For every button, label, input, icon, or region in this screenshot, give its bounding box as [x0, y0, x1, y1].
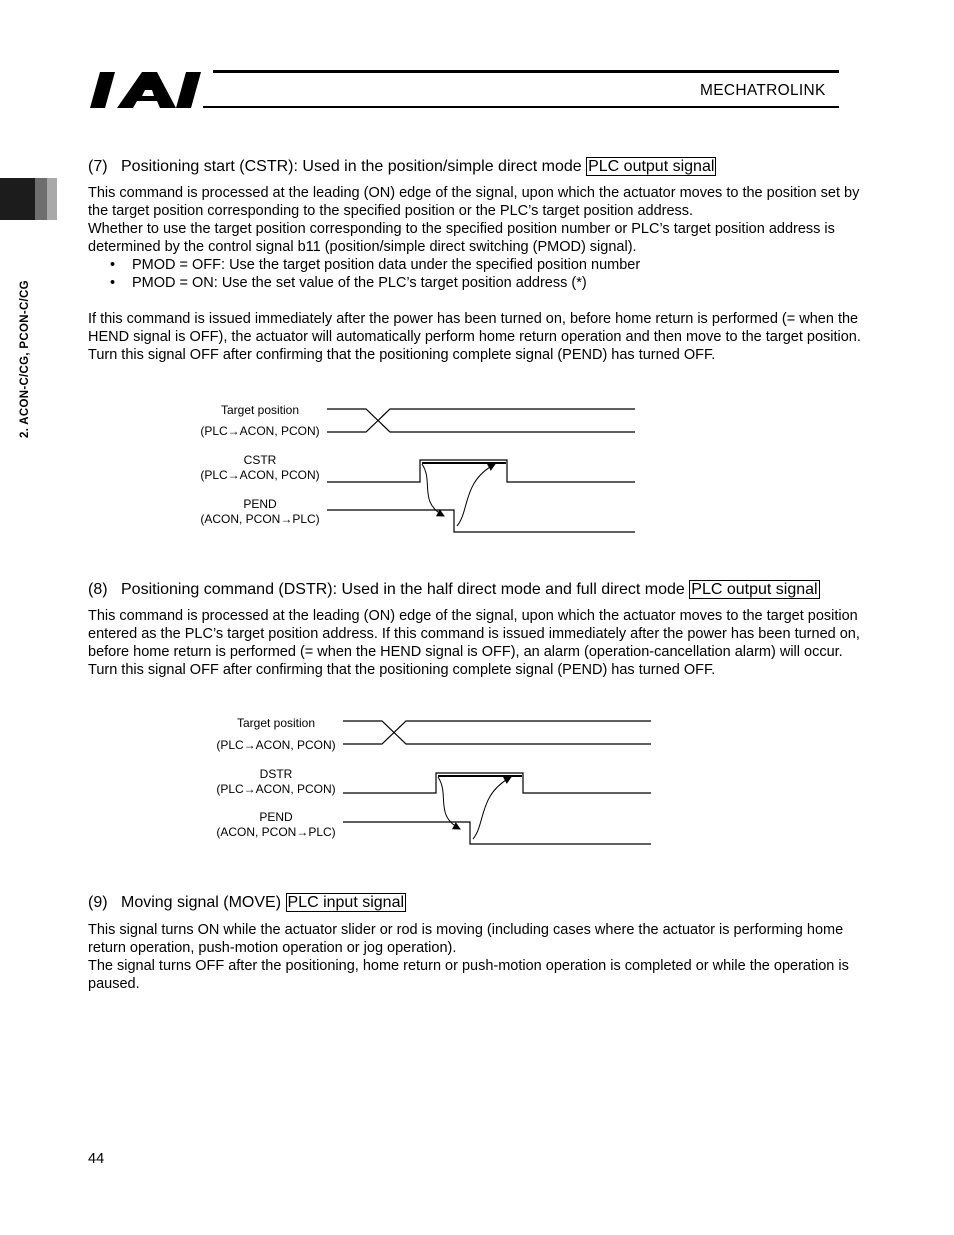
- paragraph: The signal turns OFF after the positioning, home return or push-motion operation is completed or while the operation is paused.: [88, 958, 849, 992]
- chapter-label: 2. ACON-C/CG, PCON-C/CG: [19, 280, 31, 438]
- timing-arrow: [438, 777, 460, 829]
- paragraph: If this command is issued immediately after the power has been turned on, before home return is performed (= when the HEND signal is OFF), the actuator will automatically perform home return operation and then move to the target position.: [88, 311, 861, 345]
- section-number: (9): [88, 894, 108, 911]
- target-position-waveform: [327, 409, 635, 432]
- signal-label: (ACON, PCON→PLC): [200, 512, 320, 526]
- paragraph: This signal turns ON while the actuator slider or rod is moving (including cases where the actuator is performing home return operation, push-motion operation or jog operation).: [88, 922, 844, 956]
- pend-waveform: [327, 510, 635, 532]
- section-title: Positioning start (CSTR): Used in the position/simple direct mode: [121, 158, 582, 175]
- section-heading: [88, 581, 820, 599]
- paragraph: This command is processed at the leading (ON) edge of the signal, upon which the actuator moves to the position set by the target position corresponding to the specified position or the PLC’s target position address.: [88, 185, 860, 219]
- timing-arrow: [473, 777, 511, 839]
- chapter-tab: [0, 178, 35, 220]
- paragraph: Turn this signal OFF after confirming that the positioning complete signal (PEND) has turned OFF.: [88, 662, 716, 678]
- header-rule: [213, 70, 839, 73]
- chapter-tab: [47, 178, 57, 220]
- timing-arrow: [457, 464, 495, 526]
- signal-label: (ACON, PCON→PLC): [216, 825, 336, 839]
- signal-type-badge: PLC output signal: [588, 158, 715, 175]
- signal-label: CSTR: [243, 453, 277, 467]
- signal-type-badge: PLC input signal: [287, 894, 405, 911]
- signal-label: (PLC→ACON, PCON): [216, 782, 336, 796]
- timing-diagram-cstr: [190, 398, 650, 538]
- pend-waveform: [343, 822, 651, 844]
- target-position-waveform: [343, 721, 651, 744]
- signal-label: Target position: [236, 716, 316, 730]
- section-heading: [88, 158, 716, 176]
- section-body: [88, 184, 878, 364]
- paragraph: This command is processed at the leading (ON) edge of the signal, upon which the actuator moves to the target position entered as the PLC’s target position address. If this command is issued immediately after the power has been turned on, before home return is performed (= when the HEND signal is OFF), an alarm (operation-cancellation alarm) will occur.: [88, 608, 860, 660]
- signal-label: (PLC→ACON, PCON): [200, 424, 320, 438]
- signal-label: DSTR: [259, 767, 293, 781]
- section-heading: [88, 894, 406, 912]
- target-position-waveform: [343, 721, 651, 744]
- target-position-waveform: [327, 409, 635, 432]
- page-number: 44: [88, 1151, 105, 1167]
- section-title: Positioning command (DSTR): Used in the half direct mode and full direct mode: [121, 581, 685, 598]
- section-title: Moving signal (MOVE): [121, 894, 282, 911]
- paragraph: Whether to use the target position corresponding to the specified position number or PLC’s target position address is determined by the control signal b11 (position/simple direct switching (PMOD) signal).: [88, 221, 835, 255]
- bullet-item: • PMOD = ON: Use the set value of the PLC’s target position address (*): [132, 274, 878, 292]
- signal-label: PEND: [243, 497, 277, 511]
- section-number: (8): [88, 581, 108, 598]
- signal-label: (PLC→ACON, PCON): [216, 738, 336, 752]
- signal-type-badge: PLC output signal: [691, 581, 818, 598]
- bullet-item: • PMOD = OFF: Use the target position data under the specified position number: [132, 256, 878, 274]
- paragraph: Turn this signal OFF after confirming that the positioning complete signal (PEND) has turned OFF.: [88, 347, 716, 363]
- chapter-tab: [35, 178, 47, 220]
- timing-arrow: [422, 464, 444, 516]
- iai-logo: [90, 68, 210, 112]
- signal-label: Target position: [220, 403, 300, 417]
- signal-label: (PLC→ACON, PCON): [200, 468, 320, 482]
- bullet-list: [88, 256, 878, 292]
- section-body: [88, 921, 878, 993]
- signal-label: PEND: [259, 810, 293, 824]
- header-rule: [203, 106, 839, 108]
- timing-diagram-dstr: [206, 711, 666, 851]
- section-body: [88, 607, 878, 679]
- section-number: (7): [88, 158, 108, 175]
- header-title: MECHATROLINK: [700, 82, 826, 99]
